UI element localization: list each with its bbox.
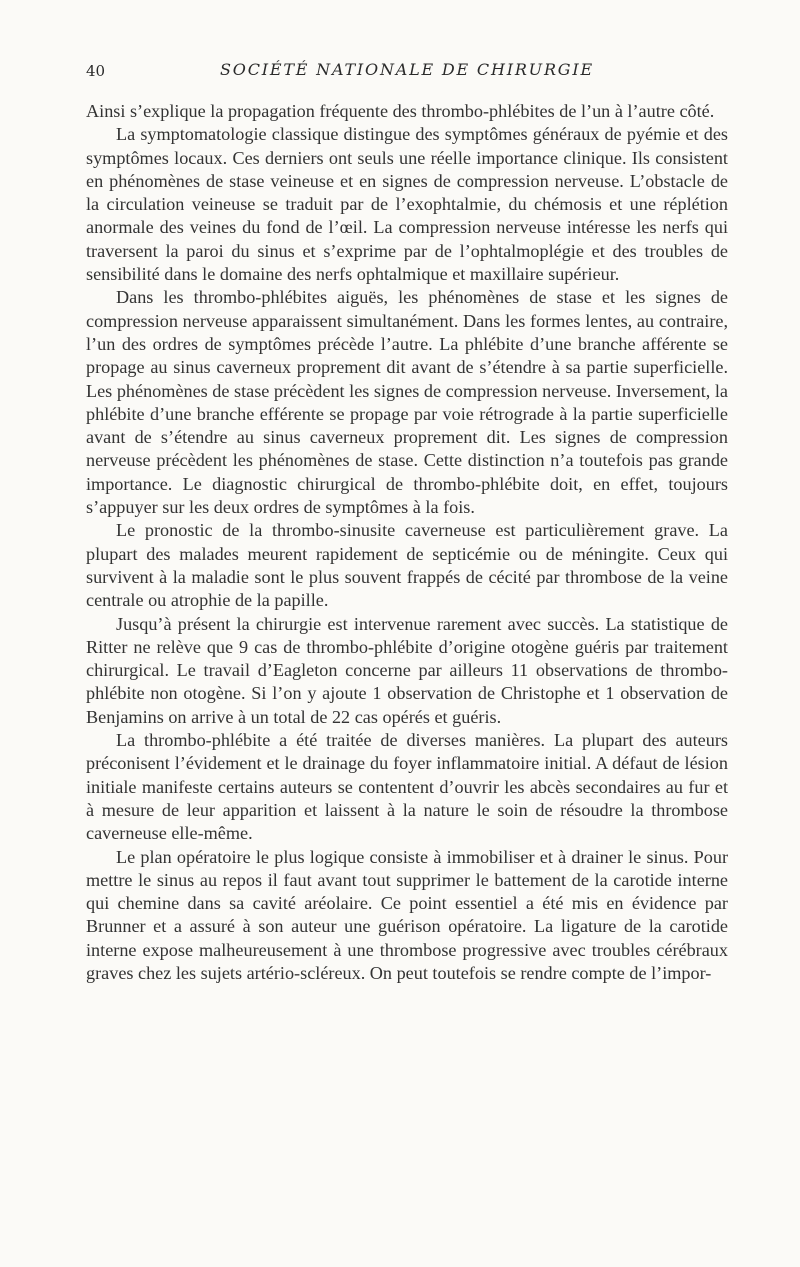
paragraph-5: Jusqu’à présent la chirurgie est intervenue rarement avec succès. La statistique de Ritter ne relève que 9 cas de thrombo-phlébite d’origine otogène guéris par traitement chirurgical. Le travail d’Eagleton concerne par ailleurs 11 observations de thrombo-phlébite non otogène. Si l’on y ajoute 1 observation de Christophe et 1 observation de Benjamins on arrive à un total de 22 cas opérés et guéris. [86, 613, 728, 727]
paragraph-7: Le plan opératoire le plus logique consiste à immobiliser et à drainer le sinus. Pour mettre le sinus au repos il faut avant tout supprimer le battement de la carotide interne qui chemine dans sa cavité aréolaire. Ce point essentiel a été mis en évidence par Brunner et a assuré à son auteur une guérison opératoire. La ligature de la carotide interne expose malheureusement à une thrombose progressive avec troubles cérébraux graves chez les sujets artério-scléreux. On peut toutefois se rendre compte de l’impor- [86, 846, 728, 983]
paragraph-1: Ainsi s’explique la propagation fréquente des thrombo-phlébites de l’un à l’autre côté. [86, 101, 715, 121]
paragraph-6: La thrombo-phlébite a été traitée de diverses manières. La plupart des auteurs préconisent l’évidement et le drainage du foyer inflammatoire initial. A défaut de lésion initiale manifeste certains auteurs se contentent d’ouvrir les abcès secondaires au fur et à mesure de leur apparition et laissent à la nature le soin de résoudre la thrombose caverneuse elle-même. [86, 730, 728, 844]
page-number: 40 [86, 62, 106, 80]
paragraph-2: La symptomatologie classique distingue des symptômes généraux de pyémie et des symptômes locaux. Ces derniers ont seuls une réelle importance clinique. Ils consistent en phénomènes de stase veineuse et en signes de compression nerveuse. L’obstacle de la circulation veineuse se traduit par de l’exophtalmie, du chémosis et une réplétion anormale des veines du fond de l’œil. La compression nerveuse intéresse les nerfs qui traversent la paroi du sinus et s’exprime par de l’ophtalmoplégie et des troubles de sensibilité dans le domaine des nerfs ophtalmique et maxillaire supérieur. [86, 124, 728, 285]
page-header [86, 58, 728, 84]
running-title: SOCIÉTÉ NATIONALE DE CHIRURGIE [220, 60, 594, 79]
paragraph-3: Dans les thrombo-phlébites aiguës, les phénomènes de stase et les signes de compression nerveuse apparaissent simultanément. Dans les formes lentes, au contraire, l’un des ordres de symptômes précède l’autre. La phlébite d’une branche afférente se propage au sinus caverneux proprement dit avant de s’étendre à sa partie superficielle. Les phénomènes de stase précèdent les signes de compression nerveuse. Inversement, la phlébite d’une branche efférente se propage par voie rétrograde à la partie superficielle avant de s’étendre au sinus caverneux proprement dit. Les signes de compression nerveuse précèdent les phénomènes de stase. Cette distinction n’a toutefois pas grande importance. Le diagnostic chirurgical de thrombo-phlébite doit, en effet, toujours s’appuyer sur les deux ordres de symptômes à la fois. [86, 287, 728, 518]
body-text [86, 100, 728, 985]
paragraph-4: Le pronostic de la thrombo-sinusite caverneuse est particulièrement grave. La plupart des malades meurent rapidement de septicémie ou de méningite. Ceux qui survivent à la maladie sont le plus souvent frappés de cécité par thrombose de la veine centrale ou atrophie de la papille. [86, 520, 728, 611]
